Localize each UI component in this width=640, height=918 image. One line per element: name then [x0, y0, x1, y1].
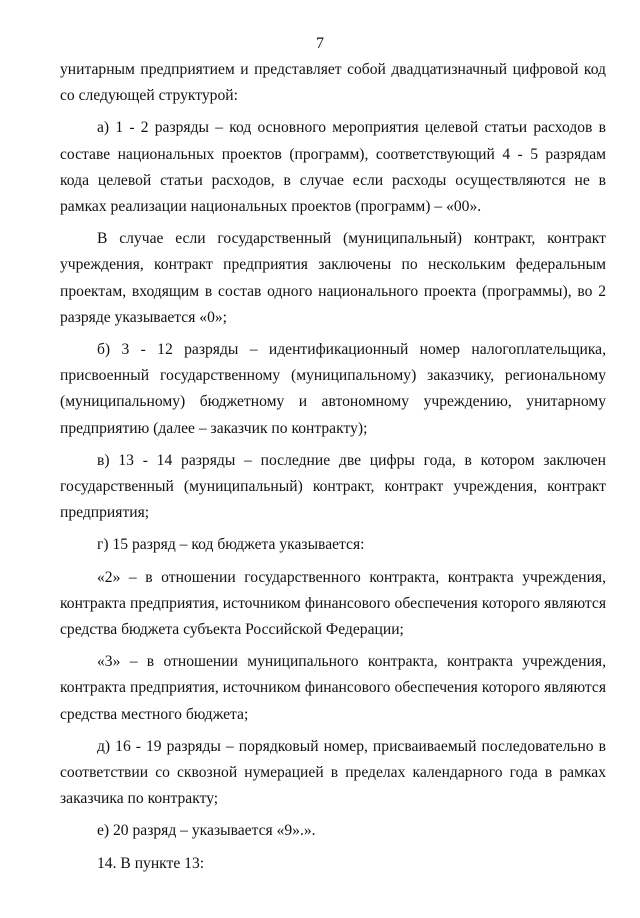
paragraph-digits-1-2: а) 1 - 2 разряды – код основного мероприятия целевой статьи расходов в составе национальных проектов (программ), соответствующий 4 - 5 разрядам кода целевой статьи расходов, в случае если расходы осуществляются не в рамках реализации национальных проектов (программ) – «00».	[60, 119, 606, 216]
paragraph-digit-15: г) 15 разряд – код бюджета указывается:	[97, 536, 365, 554]
page-number: 7	[316, 35, 324, 52]
paragraph-digit-20: е) 20 разряд – указывается «9».».	[97, 822, 316, 840]
paragraph-digits-13-14: в) 13 - 14 разряды – последние две цифры года, в котором заключен государственный (муниципальный) контракт, контракт учреждения, контракт предприятия;	[60, 451, 606, 522]
paragraph-code-2: «2» – в отношении государственного контракта, контракта учреждения, контракта предприятия, источником финансового обеспечения которого являются средства бюджета субъекта Российской Федерации;	[60, 568, 606, 639]
paragraph-structure-intro: унитарным предприятием и представляет собой двадцатизначный цифровой код со следующей структурой:	[60, 61, 606, 105]
document-body	[60, 57, 606, 877]
paragraph-item-14: 14. В пункте 13:	[97, 854, 205, 872]
paragraph-multiple-projects: В случае если государственный (муниципальный) контракт, контракт учреждения, контракт предприятия заключены по нескольким федеральным проектам, входящим в состав одного национального проекта (программы), во 2 разряде указывается «0»;	[60, 230, 606, 326]
paragraph-code-3: «3» – в отношении муниципального контракта, контракта учреждения, контракта предприятия, источником финансового обеспечения которого являются средства местного бюджета;	[60, 653, 606, 723]
paragraph-digits-16-19: д) 16 - 19 разряды – порядковый номер, присваиваемый последовательно в соответствии со сквозной нумерацией в пределах календарного года в рамках заказчика по контракту;	[60, 737, 606, 808]
paragraph-digits-3-12: б) 3 - 12 разряды – идентификационный номер налогоплательщика, присвоенный государственному (муниципальному) заказчику, региональному (муниципальному) бюджетному и автономному учреждению, унитарному предприятию (далее – заказчик по контракту);	[60, 341, 606, 437]
